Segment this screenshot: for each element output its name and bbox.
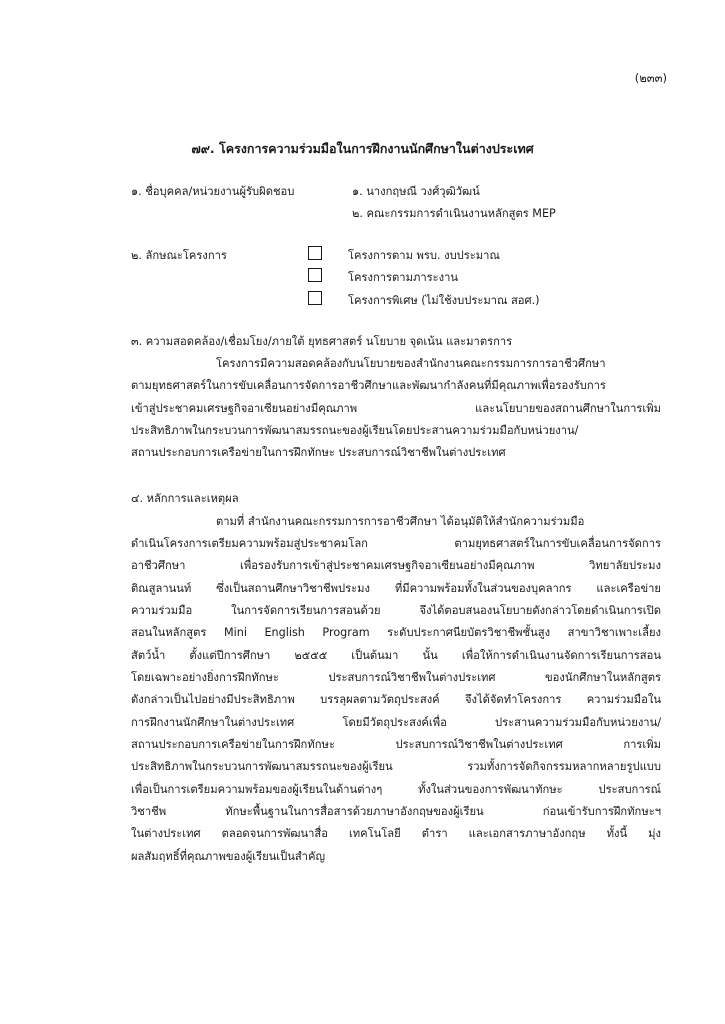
section4-line: ประสิทธิภาพในกระบวนการพัฒนาสมรรถนะของผู้เรียน รวมทั้งการจัดกิจกรรมหลากหลายรูปแบบ <box>131 760 661 773</box>
option-special-project: โครงการพิเศษ (ไม่ใช้งบประมาณ สอศ.) <box>348 294 540 307</box>
section3-line: ประสิทธิภาพในกระบวนการพัฒนาสมรรถนะของผู้เรียนโดยประสานความร่วมมือกับหน่วยงาน/ <box>131 424 579 437</box>
section4-line: สัตว์น้ำ ตั้งแต่ปีการศึกษา ๒๕๕๕ เป็นต้นมา นั้น เพื่อให้การดำเนินงานจัดการเรียนการสอน <box>131 649 661 662</box>
section4-line: ดังกล่าวเป็นไปอย่างมีประสิทธิภาพ บรรลุผลตามวัตถุประสงค์ จึงได้จัดทำโครงการ ความร่วมมือใน <box>131 693 661 706</box>
page-title: ๗๙. โครงการความร่วมมือในการฝึกงานนักศึกษาในต่างประเทศ <box>191 141 534 156</box>
page-number: (๒๓๓) <box>634 71 667 85</box>
section3-line: สถานประกอบการเครือข่ายในการฝึกทักษะ ประสบการณ์วิชาชีพในต่างประเทศ <box>131 446 506 459</box>
section1-label: ๑. ชื่อบุคคล/หน่วยงานผู้รับผิดชอบ <box>131 185 295 198</box>
section3-line: โครงการมีความสอดคล้องกับนโยบายของสำนักงานคณะกรรมการการอาชีวศึกษา <box>216 357 606 370</box>
responsible-committee: ๒. คณะกรรมการดำเนินงานหลักสูตร MEP <box>352 207 556 220</box>
checkbox-workload-project[interactable] <box>308 268 322 282</box>
checkbox-special-project[interactable] <box>308 291 322 305</box>
section4-line: ดำเนินโครงการเตรียมความพร้อมสู่ประชาคมโลก ตามยุทธศาสตร์ในการขับเคลื่อนการจัดการ <box>131 537 661 550</box>
section4-line: ตามที่ สำนักงานคณะกรรมการการอาชีวศึกษา ได้อนุมัติให้สำนักความร่วมมือ <box>216 515 585 528</box>
section4-line: สถานประกอบการเครือข่ายในการฝึกทักษะ ประสบการณ์วิชาชีพในต่างประเทศ การเพิ่ม <box>131 738 661 751</box>
section4-line: สอนในหลักสูตร Mini English Program ระดับประกาศนียบัตรวิชาชีพชั้นสูง สาขาวิชาเพาะเลี้ยง <box>131 626 661 639</box>
section4-line: ผลสัมฤทธิ์ที่คุณภาพของผู้เรียนเป็นสำคัญ <box>131 850 325 863</box>
section4-label: ๔. หลักการและเหตุผล <box>131 492 239 505</box>
checkbox-budget-project[interactable] <box>308 246 322 260</box>
option-workload-project: โครงการตามภาระงาน <box>348 271 459 284</box>
section3-line: เข้าสู่ประชาคมเศรษฐกิจอาเซียนอย่างมีคุณภาพ และนโยบายของสถานศึกษาในการเพิ่ม <box>131 402 661 415</box>
section4-line: โดยเฉพาะอย่างยิ่งการฝึกทักษะ ประสบการณ์วิชาชีพในต่างประเทศ ของนักศึกษาในหลักสูตร <box>131 671 661 684</box>
section3-label: ๓. ความสอดคล้อง/เชื่อมโยง/ภายใต้ ยุทธศาสตร์ นโยบาย จุดเน้น และมาตรการ <box>131 335 513 348</box>
section4-line: เพื่อเป็นการเตรียมความพร้อมของผู้เรียนในด้านต่างๆ ทั้งในส่วนของการพัฒนาทักษะ ประสบการณ์ <box>131 783 661 796</box>
section4-line: อาชีวศึกษา เพื่อรองรับการเข้าสู่ประชาคมเศรษฐกิจอาเซียนอย่างมีคุณภาพ วิทยาลัยประมง <box>131 559 661 572</box>
section3-line: ตามยุทธศาสตร์ในการขับเคลื่อนการจัดการอาชีวศึกษาและพัฒนากำลังคนที่มีคุณภาพเพื่อรองรับการ <box>131 379 606 392</box>
section4-line: วิชาชีพ ทักษะพื้นฐานในการสื่อสารด้วยภาษาอังกฤษของผู้เรียน ก่อนเข้ารับการฝึกทักษะฯ <box>131 805 661 818</box>
section2-label: ๒. ลักษณะโครงการ <box>131 249 227 262</box>
section4-line: ติณสูลานนท์ ซึ่งเป็นสถานศึกษาวิชาชีพประมง ที่มีความพร้อมทั้งในส่วนของบุคลากร และเครือข่าย <box>131 582 661 595</box>
section4-line: การฝึกงานนักศึกษาในต่างประเทศ โดยมีวัตถุประสงค์เพื่อ ประสานความร่วมมือกับหน่วยงาน/ <box>131 716 661 729</box>
option-budget-project: โครงการตาม พรบ. งบประมาณ <box>348 249 500 262</box>
responsible-person: ๑. นางกฤษณี วงศ์วุฒิวัฒน์ <box>352 185 480 198</box>
section4-line: ในต่างประเทศ ตลอดจนการพัฒนาสื่อ เทคโนโลยี ตำรา และเอกสารภาษาอังกฤษ ทั้งนี้ มุ่ง <box>131 827 661 840</box>
section4-line: ความร่วมมือ ในการจัดการเรียนการสอนด้วย จึงได้ตอบสนองนโยบายดังกล่าวโดยดำเนินการเปิด <box>131 604 661 617</box>
